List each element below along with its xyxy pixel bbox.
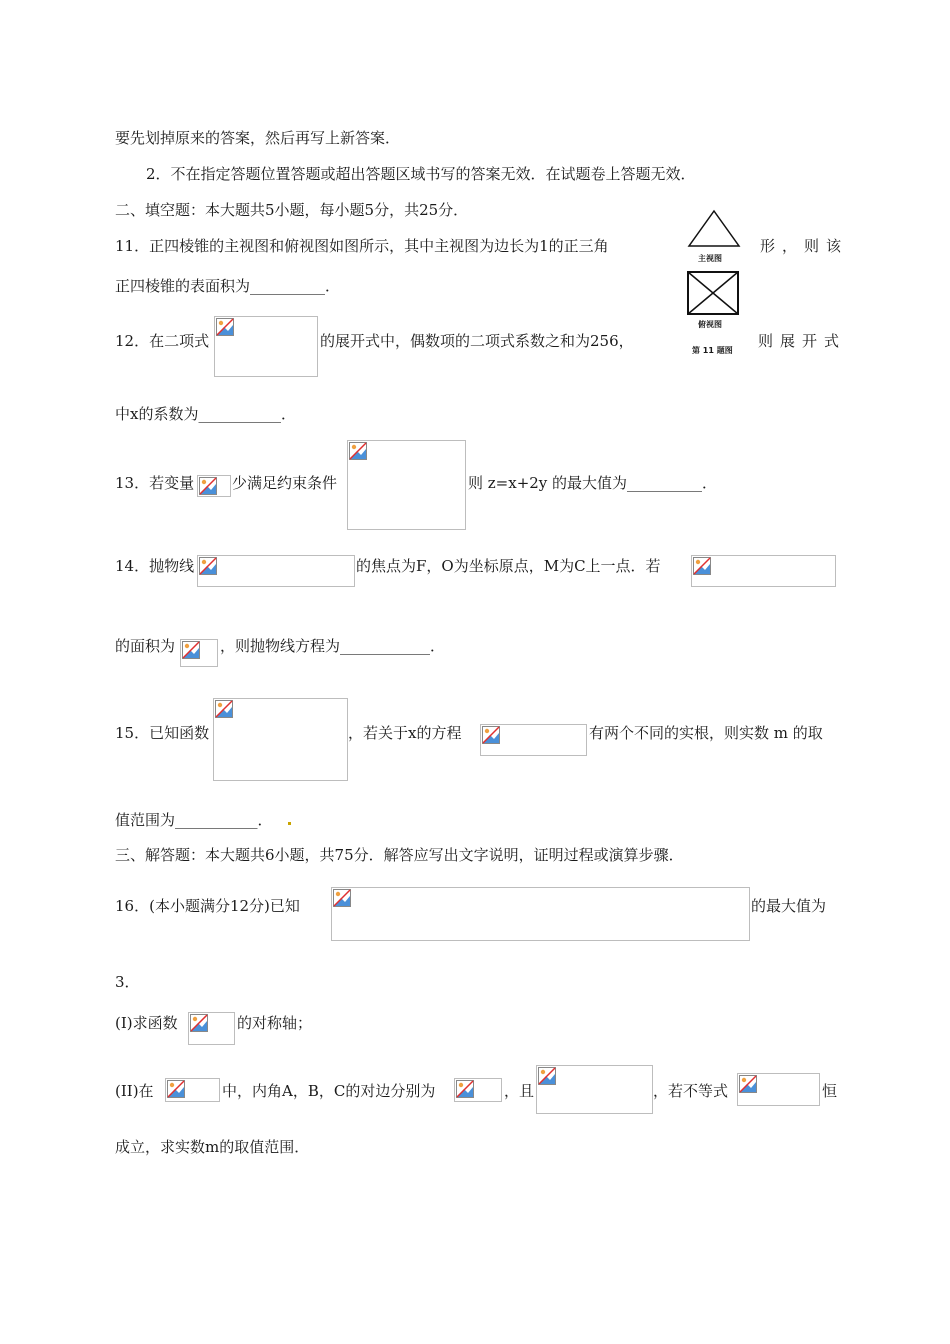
- q16-part2-triangle-image: [165, 1078, 220, 1102]
- q15-text-d: 值范围为___________．: [115, 811, 273, 829]
- instruction-line-1: 要先划掉原来的答案，然后再写上新答案．: [115, 129, 401, 147]
- q12-formula-image: [214, 316, 318, 377]
- broken-image-icon: [739, 1075, 757, 1093]
- q11-text-a: 11．正四棱锥的主视图和俯视图如图所示，其中主视图为边长为1的正三角: [115, 237, 609, 255]
- top-view-label: 俯视图: [698, 320, 722, 329]
- broken-image-icon: [333, 889, 351, 907]
- q12-text-c: 则展开式: [758, 332, 847, 350]
- q16-function-image: [331, 887, 750, 941]
- front-view-triangle: [686, 208, 742, 250]
- broken-image-icon: [199, 477, 217, 495]
- broken-image-icon: [349, 442, 367, 460]
- broken-image-icon: [190, 1014, 208, 1032]
- q12-text-d: 中x的系数为___________．: [115, 405, 296, 423]
- q13-text-b: 少满足约束条件: [232, 474, 338, 492]
- q14-text-a: 14．抛物线: [115, 557, 195, 575]
- q13-variables-image: [197, 475, 231, 497]
- instruction-line-2: 2．不在指定答题位置答题或超出答题区域书写的答案无效．在试题卷上答题无效．: [146, 165, 696, 183]
- q16-text-a: 16．(本小题满分12分)已知: [115, 897, 300, 915]
- q15-text-c: 有两个不同的实根，则实数 m 的取: [589, 724, 823, 742]
- section-2-heading: 二、填空题：本大题共5小题，每小题5分，共25分．: [115, 201, 469, 219]
- q16-text-c: 3．: [115, 973, 140, 991]
- q11-figure: [686, 208, 742, 358]
- broken-image-icon: [199, 557, 217, 575]
- q16-part1-text-a: (I)求函数: [115, 1014, 178, 1032]
- q16-part2-text-e: 恒: [822, 1082, 838, 1100]
- q14-area-image: [180, 639, 218, 667]
- broken-image-icon: [482, 726, 500, 744]
- broken-image-icon: [182, 641, 200, 659]
- q11-text-c: 正四棱锥的表面积为__________．: [115, 277, 341, 295]
- q16-part2-text-a: (II)在: [115, 1082, 154, 1100]
- q14-text-d: ，则抛物线方程为____________．: [220, 637, 446, 655]
- q16-part2-text-c: ，且: [504, 1082, 535, 1100]
- broken-image-icon: [538, 1067, 556, 1085]
- broken-image-icon: [693, 557, 711, 575]
- q14-parabola-image: [197, 555, 355, 587]
- q16-part1-text-b: 的对称轴；: [237, 1014, 313, 1032]
- q13-constraints-image: [347, 440, 466, 530]
- q16-part2-text-b: 中，内角A，B，C的对边分别为: [222, 1082, 436, 1100]
- q16-part2-text-f: 成立，求实数m的取值范围．: [115, 1138, 310, 1156]
- q16-part2-sides-image: [454, 1078, 502, 1102]
- q11-text-b: 形，则该: [760, 237, 849, 255]
- q14-condition-image: [691, 555, 836, 587]
- q16-part1-function-image: [188, 1012, 235, 1045]
- top-view-square: [686, 270, 742, 318]
- broken-image-icon: [167, 1080, 185, 1098]
- broken-image-icon: [216, 318, 234, 336]
- q13-text-a: 13．若变量: [115, 474, 195, 492]
- q16-part2-inequality-image: [737, 1073, 820, 1106]
- q14-text-b: 的焦点为F，O为坐标原点，M为C上一点．若: [356, 557, 661, 575]
- section-3-heading: 三、解答题：本大题共6小题，共75分．解答应写出文字说明，证明过程或演算步骤．: [115, 846, 684, 864]
- q14-text-c: 的面积为: [115, 637, 176, 655]
- front-view-label: 主视图: [698, 254, 722, 263]
- q16-part2-text-d: ，若不等式: [653, 1082, 729, 1100]
- q15-text-b: ，若关于x的方程: [348, 724, 462, 742]
- broken-image-icon: [456, 1080, 474, 1098]
- q12-text-a: 12．在二项式: [115, 332, 210, 350]
- q12-text-b: 的展开式中，偶数项的二项式系数之和为256，: [320, 332, 634, 350]
- q15-equation-image: [480, 724, 587, 756]
- q16-part2-condition-image: [536, 1065, 653, 1114]
- q16-text-b: 的最大值为: [751, 897, 827, 915]
- q15-function-image: [213, 698, 348, 781]
- broken-image-icon: [215, 700, 233, 718]
- q15-text-a: 15．已知函数: [115, 724, 210, 742]
- stray-mark: [288, 822, 291, 825]
- figure-caption: 第 11 题图: [692, 346, 733, 355]
- q13-text-c: 则 z=x+2y 的最大值为__________．: [468, 474, 718, 492]
